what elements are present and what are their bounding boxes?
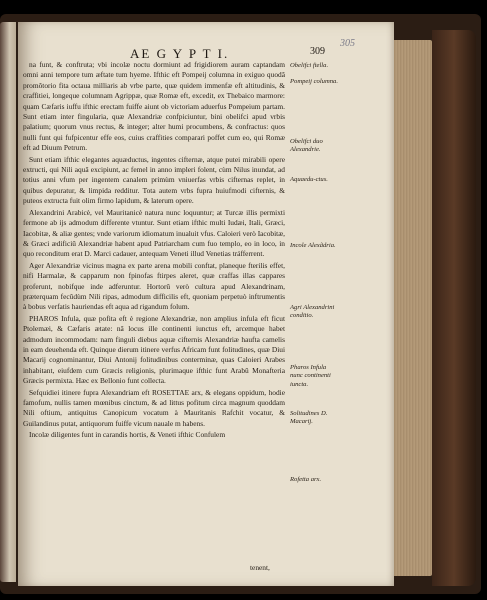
paragraph-4: Ager Alexandriæ vicinus magna ex parte arena mobili conftat, planeque fterilis effet, nifi Harmalæ, & capparum non fpinofas ftirpes aleret, quæ craffas illas cappares proferunt, nobifque inde adferuntur. Hortorũ verò cultura apud Alexandrinam, præterquam fecũdùm Nili ripas, admodum difficilis eft, quoniam perpetuò inftrumentis à bobus verfatis hauriendas eft aqua ad rigandum folum.	[23, 260, 285, 312]
margin-note: Obelifci duo Alexandrie.	[290, 138, 323, 154]
main-text	[23, 60, 285, 442]
margin-note: Pompeij columna.	[290, 78, 338, 85]
left-page-edge	[0, 22, 16, 582]
book-cover-right	[432, 30, 476, 586]
margin-note: Incole Alexãdria.	[290, 242, 336, 249]
paragraph-3: Alexandrini Arabicè, vel Mauritanicè natura nunc loquuntur; at Turcæ illis permixti fermone ab ijs admodum differente vtuntur. Sunt etiam ifthic multi Iudæi, Itali, Græci, Iacobitæ, & aliæ gentes; vnde variorum idiomatum inualuit vfus. Caloieri verò Iacobitæ, & Græci ædificiũ Alexandriæ habent apud Patriarcham cum fuo templo, eo in loco, in quo reconditum erat D. Marci cadauer, antequam Veneti illud Venetias tráfferrent.	[23, 207, 285, 259]
page-fore-edge	[394, 40, 432, 576]
margin-note: Pharos Infula nunc continenti iuncta.	[290, 364, 331, 388]
margin-note: Agri Alexandrini conditio.	[290, 304, 335, 320]
paragraph-2: Sunt etiam ifthic elegantes aquæductus, ingentes cifternæ, atque putei mirabili opere extructi, qui Nili aquã excipiunt, ac femel in anno impleri folent, cùm Nilus inundat, ad totius anni vfum per ingentem canalem primùm vniuerfas vrbis cifternas replet, in quibus depuratur, & limpida redditur. Tota autem vrbs fupra huiufmodi cifternis, & puteos extructa fuit olim firmo lapidum, & laterum opere.	[23, 154, 285, 206]
pencil-page-number: 305	[340, 38, 355, 49]
running-head: AE G Y P T I.	[130, 46, 230, 61]
margin-note: Solitudines D. Macarij.	[290, 410, 328, 426]
margin-note: Rofetta arx.	[290, 476, 322, 483]
paragraph-7: Incolæ diligentes funt in carandis hortis, & Veneti ifthic Confulem	[29, 430, 226, 440]
paragraph-6: Sefquidiei itinere fupra Alexandriam eft ROSETTAE arx, & elegans oppidum, hodie famofum, nullis tamen mœnibus cinctum, & ad littus pofitum circa magnum quoddam Nili oftium, antiquitus Canopicum vocatum à Mauritanis Rafchit vocatur, & Guilandinus putat, antiquorum fuiffe vicum nauale m habens.	[23, 387, 285, 428]
paragraph-1: na funt, & conftruta; vbi incolæ noctu dormiunt ad frigidiorem auram captandam omni anni tempore tum æftate tum hyeme. Ifthic eft Pompeij columna in exiguo quodã promõtorio fita octaua milliaris ab vrbe parte, quæ quidem immenfæ eft altitudinis, & craffitiei, longeque columnam Agrippæ, quæ Romæ eft, excedit, ex Thebaico marmore: quam Cæfaris iuffu ifthic erectam fuiffe aiunt ob victoriam aduerfus Pompeium partam. Sunt etiam inter fingularia, quæ Alexandriæ confpiciuntur, bini obelifci apud vrbis palatium; quorum vnus rectus, & integer; alter humi procumbens, & confractus: quos nulli funt qui fufpicentur effe eos, cuius craffities comparari poffet cum eo, qui Romæ eft ad Diuum Petrum.	[23, 60, 285, 153]
catchword: tenent,	[250, 563, 270, 572]
page-number: 309	[310, 46, 325, 57]
margin-note: Aquaedu-ctus.	[290, 176, 328, 183]
paragraph-5: PHAROS Infula, quæ pofita eft è regione Alexandriæ, non amplius infula eft ficut Ptolemæi, & Cæfaris ætate: nã locus ille continenti iunctus eft, arcemque habet admodum incommodam: nam finguli diebus aquæ cifternis Alexandriæ haufta camelis in eam deuehenda eft. Quinque dierum itinere verfus Africam funt folitudines, quæ Diui Macarij cognominantur, Diui Antonij folitudinibus conterminæ, quas Caloieri Arabes inhabitant, eiufdem cum Græcis religionis, plurimaque ifthic funt Arabũ Monafteria Græcis permixta. Hæc ex Bellonio funt collecta.	[23, 313, 285, 386]
margin-note: Obelifci ftella.	[290, 62, 329, 69]
